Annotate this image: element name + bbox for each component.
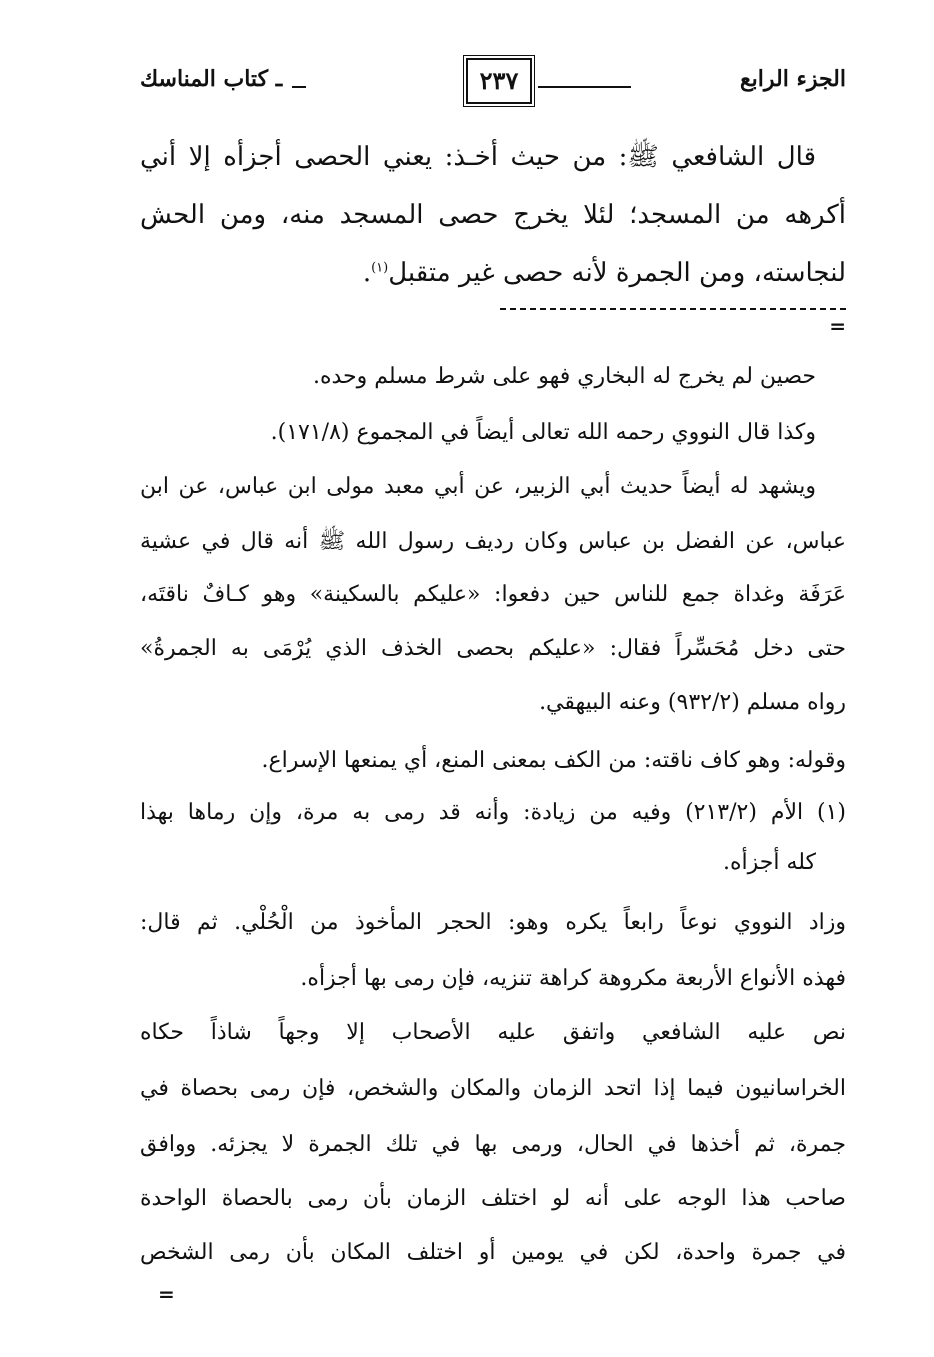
note-line: عباس، عن الفضل بن عباس وكان رديف رسول الله ﷺ أنه قال في عشية <box>140 529 846 554</box>
note-line: جمرة، ثم أخذها في الحال، ورمى بها في تلك الجمرة لا يجزئه. ووافق <box>140 1132 846 1157</box>
footnote-reference: (١) <box>371 260 389 276</box>
page-number: ٢٣٧ <box>466 58 532 104</box>
note-line: نص عليه الشافعي واتفق عليه الأصحاب إلا وجهاً شاذاً حكاه <box>140 1020 846 1045</box>
main-text-line: لنجاسته، ومن الجمرة لأنه حصى غير متقبل$^{(١)}$. <box>362 258 846 288</box>
main-text-line: أكرهه من المسجد؛ لئلا يخرج حصى المسجد منه، ومن الحش <box>140 200 846 230</box>
note-line: عَرَفَة وغداة جمع للناس حين دفعوا: «عليكم بالسكينة» وهو كـافٌ ناقتَه، <box>140 582 846 607</box>
footnote-line: كله أجزأه. <box>722 850 816 875</box>
note-line: وكذا قال النووي رحمه الله تعالى أيضاً في المجموع (١٧١/٨). <box>270 420 816 445</box>
note-line: فهذه الأنواع الأربعة مكروهة كراهة تنزيه، فإن رمى بها أجزأه. <box>300 966 846 991</box>
continuation-mark: = <box>829 314 846 338</box>
volume-title: الجزء الرابع <box>739 66 846 92</box>
footnote-line: (١) الأم (٢١٣/٢) وفيه من زيادة: وأنه قد رمى به مرة، وإن رماها بهذا <box>140 800 847 825</box>
chapter-title: ـ كتاب المناسك <box>140 66 283 92</box>
note-line: وقوله: وهو كاف ناقته: من الكف بمعنى المنع، أي يمنعها الإسراع. <box>261 748 846 773</box>
page-header <box>140 58 846 108</box>
continuation-mark: = <box>158 1282 175 1306</box>
note-line: رواه مسلم (٩٣٢/٢) وعنه البيهقي. <box>539 690 846 715</box>
note-line: حتى دخل مُحَسِّراً فقال: «عليكم بحصى الخذف الذي يُرْمَى به الجمرةُ» <box>140 636 846 661</box>
note-line: صاحب هذا الوجه على أنه لو اختلف الزمان بأن رمى بالحصاة الواحدة <box>140 1186 846 1211</box>
note-line: حصين لم يخرج له البخاري فهو على شرط مسلم وحده. <box>312 364 816 389</box>
note-line: في جمرة واحدة، لكن في يومين أو اختلف المكان بأن رمى الشخص <box>140 1240 846 1265</box>
header-rule-right <box>538 86 631 88</box>
header-rule-left <box>292 86 306 88</box>
main-text-line: قال الشافعي ﷺ: من حيث أخـذ: يعني الحصى أجزأه إلا أني <box>140 142 816 172</box>
note-line: ويشهد له أيضاً حديث أبي الزبير، عن أبي معبد مولى ابن عباس، عن ابن <box>140 474 816 499</box>
footnote-marker: (١) <box>817 800 847 825</box>
footnote-separator <box>500 308 846 310</box>
note-line: الخراسانيون فيما إذا اتحد الزمان والمكان والشخص، فإن رمى بحصاة في <box>140 1076 846 1101</box>
note-line: وزاد النووي نوعاً رابعاً يكره وهو: الحجر المأخوذ من الْحُلْي. ثم قال: <box>140 910 846 935</box>
